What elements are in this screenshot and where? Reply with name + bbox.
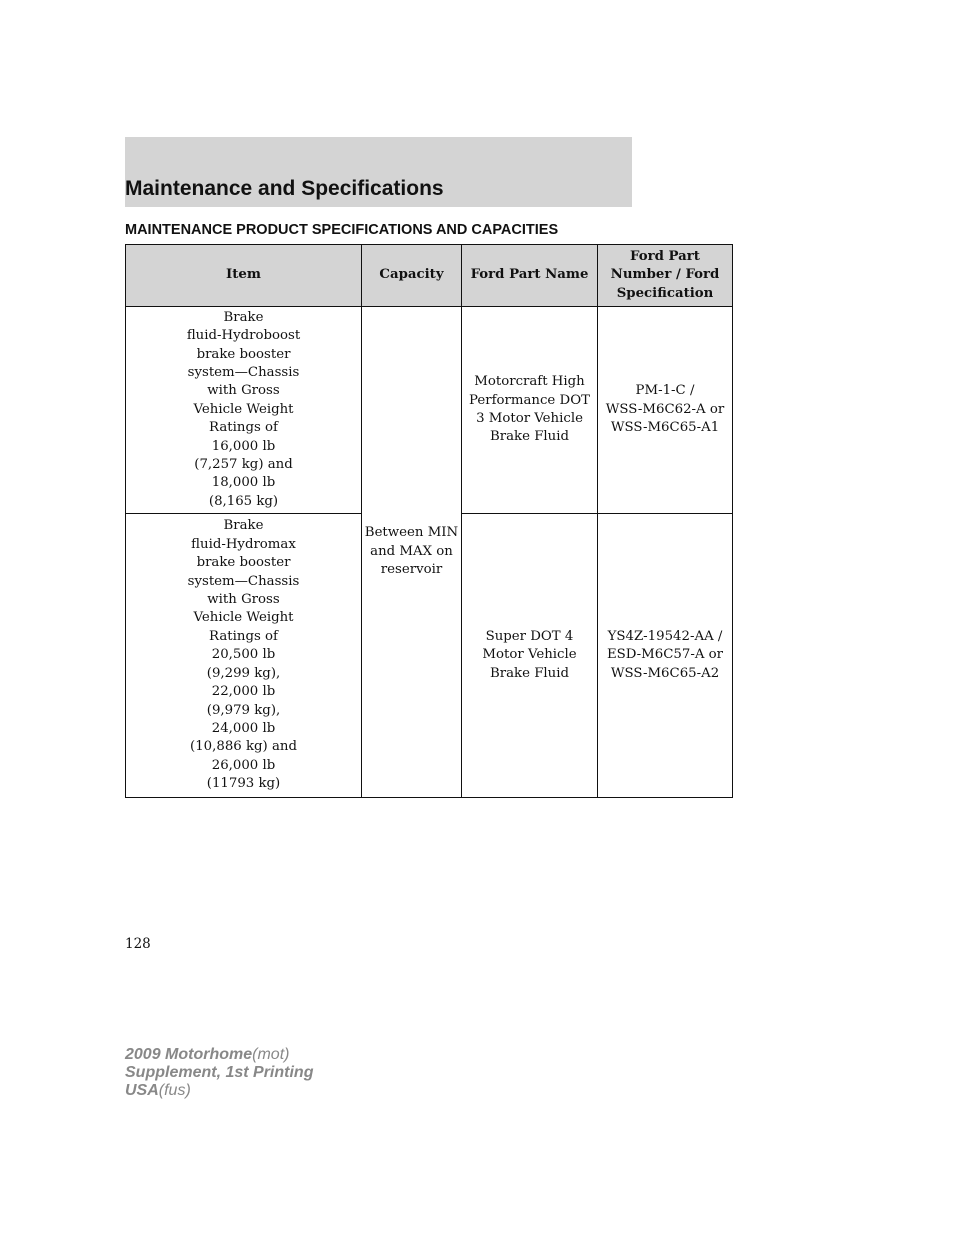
page-number: 128 [125,936,151,952]
document-footer [125,1046,313,1100]
section-title: MAINTENANCE PRODUCT SPECIFICATIONS AND CAPACITIES [125,222,559,238]
table-cell-capacity: Between MIN and MAX on reservoir [362,307,462,798]
specifications-table [125,244,733,798]
table-header-row [126,245,733,307]
footer-market: USA [125,1082,159,1099]
page-header-title: Maintenance and Specifications [125,177,444,200]
table-cell-part-number: YS4Z-19542-AA / ESD-M6C57-A or WSS-M6C65-A2 [598,514,733,798]
column-header-capacity: Capacity [362,245,462,307]
column-header-part-number: Ford Part Number / Ford Specification [598,245,733,307]
table-row [126,307,733,514]
footer-line-3 [125,1082,313,1100]
footer-line-1 [125,1046,313,1064]
section-header-band [125,137,632,207]
footer-market-code: (fus) [158,1082,191,1099]
table-cell-part-name: Super DOT 4 Motor Vehicle Brake Fluid [462,514,598,798]
footer-printing: Supplement, 1st Printing [125,1064,314,1081]
table-cell-item: Brake fluid-Hydroboost brake booster system—Chassis with Gross Vehicle Weight Ratings of 16,000 lb (7,257 kg) and 18,000 lb (8,165 kg) [126,307,362,514]
table-cell-part-name: Motorcraft High Performance DOT 3 Motor Vehicle Brake Fluid [462,307,598,514]
footer-line-2 [125,1064,313,1082]
column-header-item: Item [126,245,362,307]
table-cell-item: Brake fluid-Hydromax brake booster system—Chassis with Gross Vehicle Weight Ratings of 20,500 lb (9,299 kg), 22,000 lb (9,979 kg), 24,000 lb (10,886 kg) and 26,000 lb (11793 kg) [126,514,362,798]
footer-title: 2009 Motorhome [125,1046,253,1063]
table-cell-part-number: PM-1-C / WSS-M6C62-A or WSS-M6C65-A1 [598,307,733,514]
column-header-part-name: Ford Part Name [462,245,598,307]
footer-title-code: (mot) [252,1046,290,1063]
